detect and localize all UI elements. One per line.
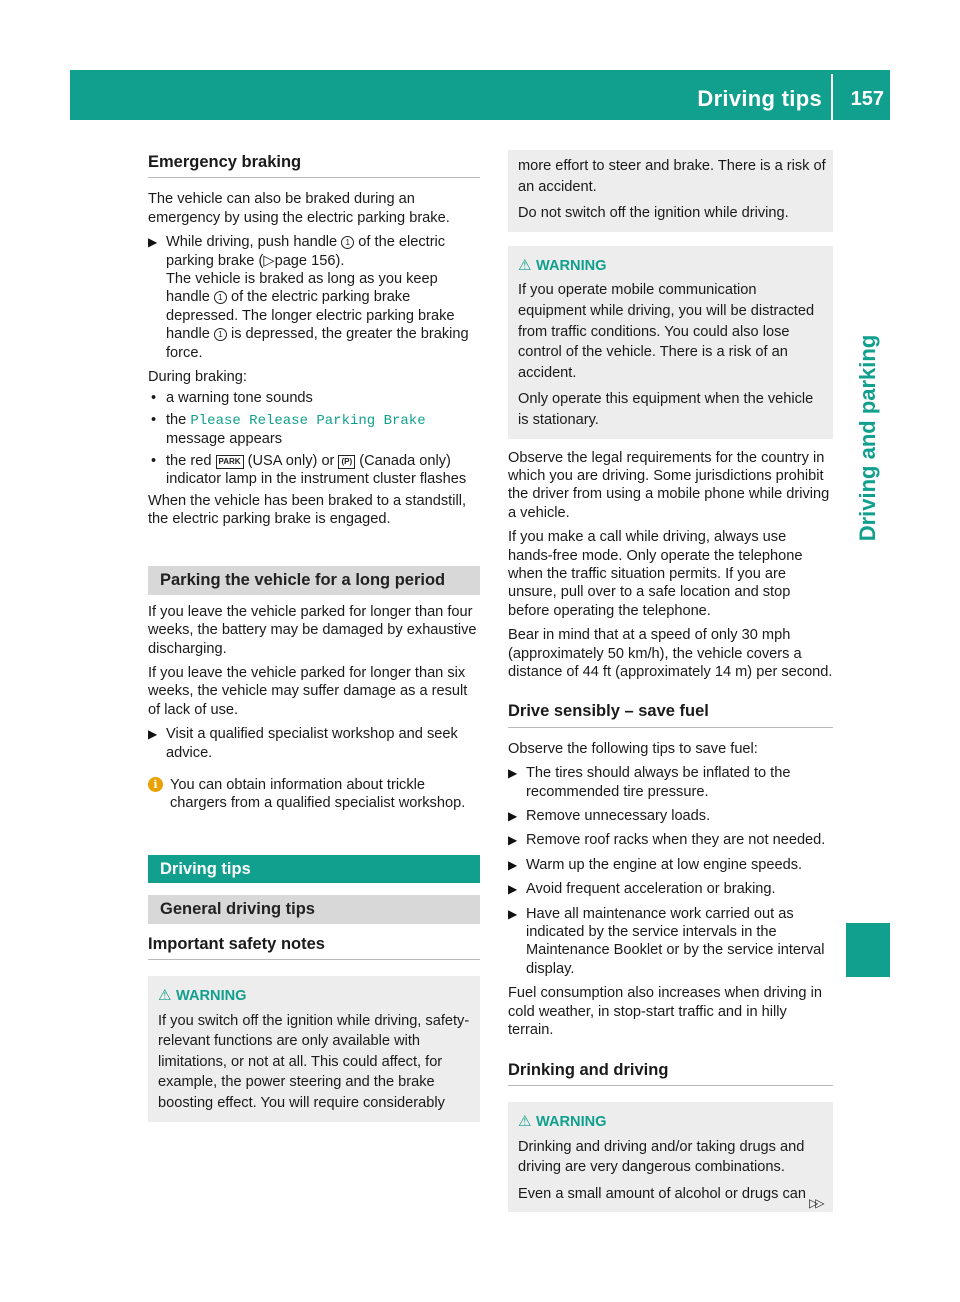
header-divider: [831, 74, 833, 120]
continues-icon: ▷▷: [809, 1196, 822, 1210]
warning-text: Only operate this equipment when the vehicle is stationary.: [518, 391, 814, 428]
callout-1-icon: 1: [341, 236, 354, 249]
fuel-tip: ▶ The tires should always be inflated to the recommended tire pressure.: [508, 765, 791, 800]
instruction-visit-workshop: ▶ Visit a qualified specialist workshop and seek advice.: [148, 726, 458, 761]
instruction-arrow-icon: ▶: [508, 906, 518, 921]
warning-text: more effort to steer and brake. There is a risk of an accident.: [518, 158, 826, 195]
instruction-arrow-icon: ▶: [508, 857, 518, 872]
chapter-marker: [846, 923, 890, 977]
chapter-tab: [846, 122, 890, 822]
warning-box-mobile-equipment: [508, 246, 833, 439]
page-reference-link[interactable]: page 156: [274, 252, 336, 269]
fuel-tip: ▶ Remove unnecessary loads.: [508, 808, 711, 825]
instruction-arrow-icon: ▶: [148, 727, 158, 742]
fuel-closing: Fuel consumption also increases when driving in cold weather, in stop-start traffic and in hilly terrain.: [508, 985, 822, 1039]
legal-paragraph-2: If you make a call while driving, always use hands-free mode. Only operate the telephone when the traffic situation permits. If you are unsure, pull over to a safe location and stop before operating the telephone.: [508, 529, 803, 619]
heading-general-driving-tips: General driving tips: [148, 895, 480, 923]
right-column: [508, 150, 833, 1222]
warning-heading: ⚠ WARNING: [518, 1112, 827, 1133]
heading-drinking-driving: Drinking and driving: [508, 1058, 833, 1086]
warning-heading: ⚠ WARNING: [518, 256, 827, 277]
callout-1-icon: 1: [214, 291, 227, 304]
park-indicator-icon: PARK: [216, 455, 244, 469]
warning-box-ignition-continued: [508, 150, 833, 232]
list-item: • the Please Release Parking Brake message appears: [151, 411, 426, 448]
info-icon: i: [148, 777, 163, 792]
bullet-icon: •: [151, 390, 157, 407]
fuel-tip: ▶ Remove roof racks when they are not needed.: [508, 832, 826, 849]
instruction-arrow-icon: ▶: [148, 235, 158, 250]
info-note: i You can obtain information about trickle chargers from a qualified specialist workshop.: [148, 776, 480, 813]
warning-triangle-icon: ⚠: [518, 256, 532, 274]
warning-box-ignition: [148, 976, 480, 1122]
parking-brake-indicator-icon: (P): [338, 455, 355, 469]
bullet-icon: •: [151, 411, 157, 428]
list-item: • the red PARK (USA only) or (P) (Canada only) indicator lamp in the instrument cluster flashes: [151, 452, 467, 488]
bullet-icon: •: [151, 452, 157, 469]
header-title: Driving tips: [697, 86, 822, 111]
heading-driving-tips: Driving tips: [148, 855, 480, 883]
warning-triangle-icon: ⚠: [158, 987, 172, 1004]
page-ref-arrow-icon: ▷: [263, 252, 275, 269]
display-message: Please Release Parking Brake: [190, 412, 426, 429]
heading-emergency-braking: Emergency braking: [148, 150, 480, 178]
emergency-closing: When the vehicle has been braked to a standstill, the electric parking brake is engaged.: [148, 492, 467, 527]
warning-text: If you switch off the ignition while driving, safety-relevant functions are only available with limitations, or not at all. This could affect, for example, the power steering and the brake boosting effect. You will require considerably: [158, 1012, 470, 1111]
emergency-intro: The vehicle can also be braked during an emergency by using the electric parking brake.: [148, 191, 450, 226]
instruction-arrow-icon: ▶: [508, 882, 518, 897]
list-item: • a warning tone sounds: [151, 390, 313, 407]
page-number: 157: [850, 88, 884, 110]
callout-1-icon: 1: [214, 328, 227, 341]
during-braking-label: During braking:: [148, 369, 247, 386]
instruction-arrow-icon: ▶: [508, 809, 518, 824]
warning-heading: ⚠ WARNING: [158, 986, 474, 1007]
warning-text: Even a small amount of alcohol or drugs can: [518, 1185, 806, 1202]
chapter-tab-label: Driving and parking: [855, 334, 880, 542]
instruction-arrow-icon: ▶: [508, 833, 518, 848]
left-column: [148, 150, 480, 1132]
warning-text: Drinking and driving and/or taking drugs and driving are very dangerous combinations.: [518, 1138, 805, 1176]
parking-paragraph-1: If you leave the vehicle parked for longer than four weeks, the battery may be damaged by exhaustive discharging.: [148, 603, 477, 657]
legal-paragraph-1: Observe the legal requirements for the country in which you are driving. Some jurisdictions prohibit the driver from using a mobile phone while driving a vehicle.: [508, 449, 830, 521]
instruction-arrow-icon: ▶: [508, 766, 518, 781]
instruction-push-handle: ▶ While driving, push handle 1 of the electric parking brake (▷page 156). The vehicle is braked as long as you keep handle 1 of the electric parking brake depressed. The longer electric parking brake handle 1 is depressed, the greater the braking force.: [148, 234, 469, 361]
fuel-tip: ▶ Have all maintenance work carried out as indicated by the service intervals in the Maintenance Booklet or by the service interval display.: [508, 905, 825, 977]
warning-text: If you operate mobile communication equipment while driving, you will be distracted from traffic conditions. You could also lose control of the vehicle. There is a risk of an accident.: [518, 282, 815, 381]
fuel-tip: ▶ Avoid frequent acceleration or braking.: [508, 881, 776, 898]
page-header: [70, 70, 890, 120]
parking-paragraph-2: If you leave the vehicle parked for longer than six weeks, the vehicle may suffer damage as a result of lack of use.: [148, 664, 468, 718]
heading-save-fuel: Drive sensibly – save fuel: [508, 699, 833, 727]
warning-text: Do not switch off the ignition while driving.: [518, 205, 789, 222]
heading-parking-long-period: Parking the vehicle for a long period: [148, 566, 480, 594]
fuel-intro: Observe the following tips to save fuel:: [508, 740, 758, 757]
warning-triangle-icon: ⚠: [518, 1112, 532, 1130]
fuel-tip: ▶ Warm up the engine at low engine speeds.: [508, 856, 803, 873]
legal-paragraph-3: Bear in mind that at a speed of only 30 mph (approximately 50 km/h), the vehicle covers a distance of 44 ft (approximately 14 m) per second.: [508, 627, 833, 680]
warning-box-drinking: [508, 1102, 833, 1212]
heading-important-safety-notes: Important safety notes: [148, 932, 480, 960]
